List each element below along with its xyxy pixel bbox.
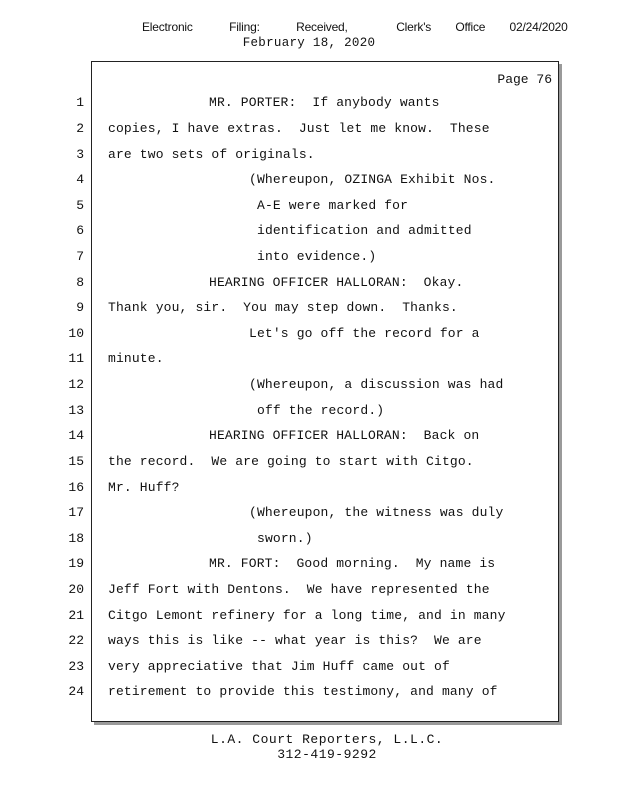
- line-number: 20: [68, 582, 84, 597]
- line-number: 15: [68, 454, 84, 469]
- transcript-line: retirement to provide this testimony, and many of: [108, 684, 498, 699]
- transcript-line: Jeff Fort with Dentons. We have represented the: [108, 582, 490, 597]
- line-number: 3: [76, 147, 84, 162]
- transcript-line: Thank you, sir. You may step down. Thanks.: [108, 300, 458, 315]
- transcript-line: the record. We are going to start with Citgo.: [108, 454, 474, 469]
- line-number: 5: [76, 198, 84, 213]
- line-number: 10: [68, 326, 84, 341]
- line-number: 17: [68, 505, 84, 520]
- transcript-line: off the record.): [257, 403, 385, 418]
- transcript-line: into evidence.): [257, 249, 377, 264]
- line-number: 4: [76, 172, 84, 187]
- footer-phone: 312-419-9292: [277, 747, 377, 762]
- transcript-line: minute.: [108, 351, 164, 366]
- footer-company: L.A. Court Reporters, L.L.C.: [210, 732, 444, 747]
- line-number: 12: [68, 377, 84, 392]
- transcript-line: copies, I have extras. Just let me know. These: [108, 121, 490, 136]
- transcript-line: MR. PORTER: If anybody wants: [209, 95, 440, 110]
- transcript-line: A-E were marked for: [257, 198, 409, 213]
- transcript-line: sworn.): [257, 531, 313, 546]
- transcript-line: Citgo Lemont refinery for a long time, and in many: [108, 608, 506, 623]
- line-number: 14: [68, 428, 84, 443]
- transcript-line: (Whereupon, the witness was duly: [249, 505, 504, 520]
- transcript-line: are two sets of originals.: [108, 147, 315, 162]
- transcript-line: (Whereupon, OZINGA Exhibit Nos.: [249, 172, 496, 187]
- line-number: 13: [68, 403, 84, 418]
- filing-stamp: Electronic Filing: Received, Clerk's Office 02/24/2020: [142, 20, 568, 34]
- line-number: 21: [68, 608, 84, 623]
- line-number: 11: [68, 351, 84, 366]
- line-number: 18: [68, 531, 84, 546]
- transcript-line: Let's go off the record for a: [249, 326, 480, 341]
- transcript-line: HEARING OFFICER HALLORAN: Back on: [209, 428, 480, 443]
- line-number: 8: [76, 275, 84, 290]
- line-number: 19: [68, 556, 84, 571]
- line-number: 23: [68, 659, 84, 674]
- transcript-line: HEARING OFFICER HALLORAN: Okay.: [209, 275, 464, 290]
- transcript-line: MR. FORT: Good morning. My name is: [209, 556, 496, 571]
- transcript-line: (Whereupon, a discussion was had: [249, 377, 504, 392]
- transcript-line: very appreciative that Jim Huff came out of: [108, 659, 450, 674]
- line-number: 16: [68, 480, 84, 495]
- transcript-line: ways this is like -- what year is this? We are: [108, 633, 482, 648]
- line-number: 24: [68, 684, 84, 699]
- line-number: 22: [68, 633, 84, 648]
- transcript-line: identification and admitted: [257, 223, 472, 238]
- line-number: 2: [76, 121, 84, 136]
- page-number: Page 76: [497, 72, 552, 87]
- line-number: 1: [76, 95, 84, 110]
- line-number: 6: [76, 223, 84, 238]
- transcript-line: Mr. Huff?: [108, 480, 180, 495]
- hearing-date: February 18, 2020: [242, 36, 376, 50]
- line-number: 7: [76, 249, 84, 264]
- line-number: 9: [76, 300, 84, 315]
